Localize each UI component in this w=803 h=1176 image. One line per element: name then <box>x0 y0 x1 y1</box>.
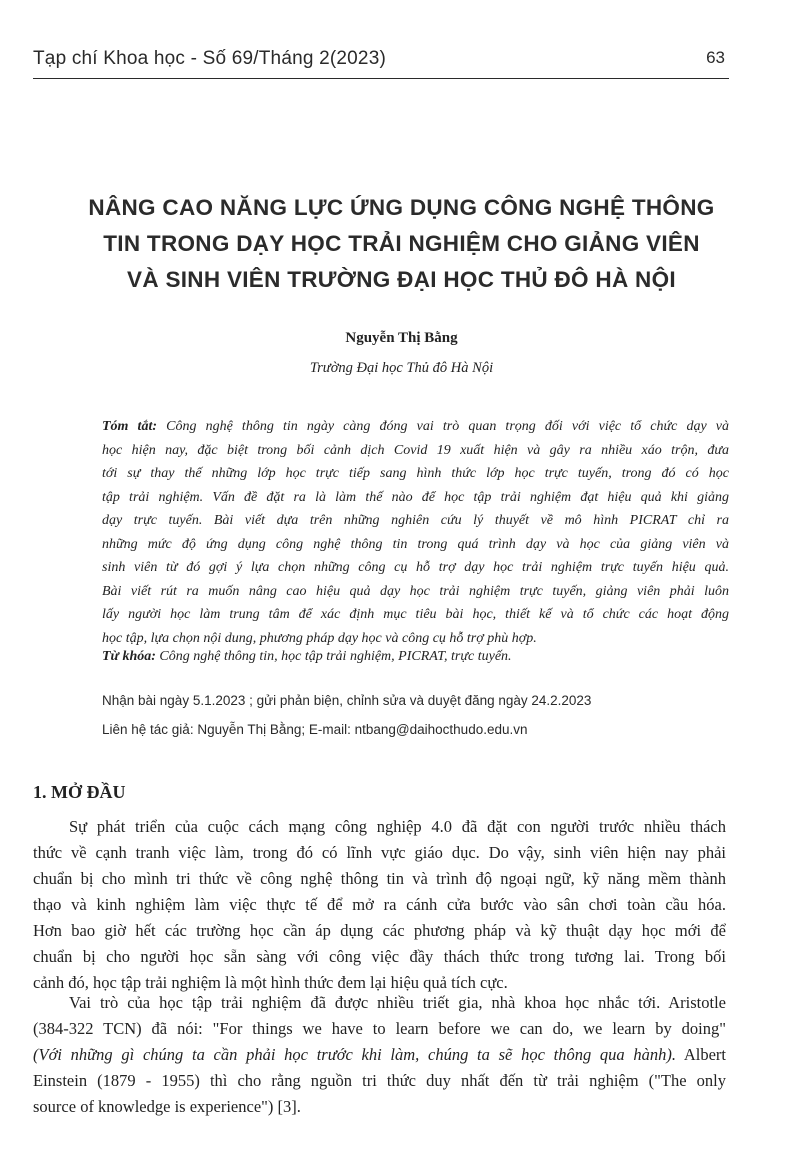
abstract-line: sinh viên từ đó gợi ý lựa chọn những công cụ hỗ trợ dạy học trải nghiệm trực tuyến hiệu quả. <box>102 560 729 575</box>
received-dates: Nhận bài ngày 5.1.2023 ; gửi phản biện, chỉnh sửa và duyệt đăng ngày 24.2.2023 <box>102 693 592 708</box>
keywords <box>102 649 512 665</box>
paragraph-line: Hơn bao giờ hết các trường học cần áp dụng các phương pháp và kỹ thuật dạy học mới để <box>33 921 726 940</box>
section-heading: 1. MỞ ĐẦU <box>33 782 126 802</box>
body-paragraph <box>33 814 726 996</box>
abstract-label: Tóm tắt: <box>102 419 158 434</box>
title-line: VÀ SINH VIÊN TRƯỜNG ĐẠI HỌC THỦ ĐÔ HÀ NỘI <box>127 267 676 292</box>
page-number: 63 <box>706 48 725 67</box>
title-line: TIN TRONG DẠY HỌC TRẢI NGHIỆM CHO GIẢNG VIÊN <box>103 231 700 256</box>
author-affiliation: Trường Đại học Thủ đô Hà Nội <box>309 360 494 376</box>
paragraph-line <box>33 1042 726 1068</box>
paragraph-line: thạo và kinh nghiệm làm việc thực tế để mở ra cánh cửa bước vào sân chơi toàn cầu hóa. <box>33 895 726 914</box>
paragraph-line: chuẩn bị cho mình tri thức về công nghệ thông tin và trình độ ngoại ngữ, kỹ năng mềm thành <box>33 869 726 888</box>
abstract-line: tới sự thay thế những lớp học trực tiếp sang hình thức lớp học trực tuyến, trong đó có học <box>102 466 729 481</box>
author-contact: Liên hệ tác giả: Nguyễn Thị Bằng; E-mail: ntbang@daihocthudo.edu.vn <box>102 722 528 737</box>
body-paragraph <box>33 990 726 1120</box>
abstract-line: những mức độ ứng dụng công nghệ thông tin trong quá trình dạy và học của giảng viên và <box>102 536 729 552</box>
title-line: NÂNG CAO NĂNG LỰC ỨNG DỤNG CÔNG NGHỆ THÔNG <box>88 195 715 220</box>
abstract <box>102 415 729 650</box>
paragraph-line: chuẩn bị cho người học sẵn sàng với công việc đầy thách thức trong tương lai. Trong bối <box>33 947 726 966</box>
abstract-line: lấy người học làm trung tâm để xác định mục tiêu bài học, thiết kế và tổ chức các hoạt động <box>102 607 729 622</box>
article-title <box>60 190 743 298</box>
paragraph-line: source of knowledge is experience") [3]. <box>33 1097 301 1116</box>
abstract-line: Bài viết rút ra muốn nâng cao hiệu quả dạy học trải nghiệm trực tuyến, giảng viên phải luôn <box>102 583 729 599</box>
paragraph-line: (384-322 TCN) đã nói: "For things we have to learn before we can do, we learn by doing" <box>33 1019 726 1038</box>
journal-title: Tạp chí Khoa học - Số 69/Tháng 2(2023) <box>33 48 386 69</box>
paragraph-line: Sự phát triển của cuộc cách mạng công nghiệp 4.0 đã đặt con người trước nhiều thách <box>69 817 726 836</box>
author-name: Nguyễn Thị Bằng <box>345 330 458 346</box>
keywords-label: Từ khóa: <box>102 649 156 664</box>
abstract-line: dạy trực tuyến. Bài viết dựa trên những nghiên cứu lý thuyết về mô hình PICRAT chỉ ra <box>102 513 729 528</box>
quote-translation: (Với những gì chúng ta cần phải học trước khi làm, chúng ta sẽ học thông qua hành). <box>33 1045 677 1064</box>
abstract-line: học hiện nay, đặc biệt trong bối cảnh dịch Covid 19 xuất hiện và gây ra nhiều xáo trộn, đưa <box>102 442 729 458</box>
abstract-text: Công nghệ thông tin ngày càng đóng vai trò quan trọng đối với việc tổ chức dạy và <box>157 419 729 434</box>
paragraph-line: cảnh đó, học tập trải nghiệm là một hình thức đem lại hiệu quả tích cực. <box>33 973 508 992</box>
abstract-line: học tập, lựa chọn nội dung, phương pháp dạy học và công cụ hỗ trợ phù hợp. <box>102 630 537 646</box>
running-header <box>33 44 729 79</box>
abstract-line: tập trải nghiệm. Vấn đề đặt ra là làm thế nào để học tập trải nghiệm đạt hiệu quả khi giảng <box>102 489 729 505</box>
paragraph-text: Albert <box>676 1045 726 1064</box>
paragraph-line: Einstein (1879 - 1955) thì cho rằng nguồn tri thức duy nhất đến từ trải nghiệm ("The only <box>33 1071 726 1090</box>
abstract-line <box>102 415 729 439</box>
paragraph-line: thức về cạnh tranh việc làm, trong đó có lĩnh vực giáo dục. Do vậy, sinh viên hiện nay phải <box>33 843 726 862</box>
paragraph-line: Vai trò của học tập trải nghiệm đã được nhiều triết gia, nhà khoa học nhắc tới. Aristotle <box>69 993 726 1012</box>
keywords-text: Công nghệ thông tin, học tập trải nghiệm, PICRAT, trực tuyến. <box>155 649 512 664</box>
